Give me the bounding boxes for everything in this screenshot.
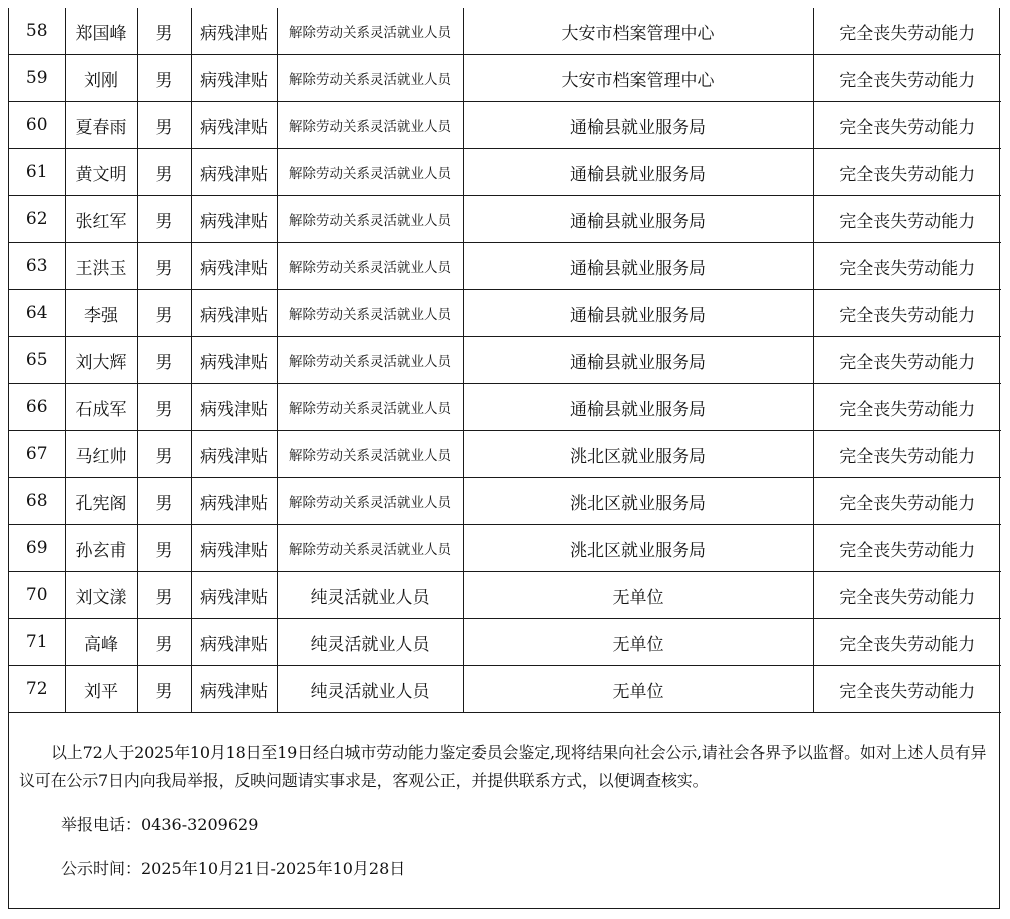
benefit-type-cell: 病残津贴 — [191, 243, 277, 290]
table-row — [9, 290, 1001, 337]
table-row — [9, 102, 1001, 149]
row-number-cell: 67 — [9, 431, 65, 478]
employment-category-cell: 解除劳动关系灵活就业人员 — [277, 8, 463, 55]
roster-table — [9, 8, 1001, 713]
benefit-type-cell: 病残津贴 — [191, 431, 277, 478]
benefit-type-cell: 病残津贴 — [191, 196, 277, 243]
person-name-cell: 马红帅 — [65, 431, 137, 478]
assessment-result-cell: 完全丧失劳动能力 — [813, 525, 1001, 572]
employment-category-cell: 解除劳动关系灵活就业人员 — [277, 243, 463, 290]
employment-category-cell: 解除劳动关系灵活就业人员 — [277, 478, 463, 525]
table-row — [9, 431, 1001, 478]
employment-category-cell: 解除劳动关系灵活就业人员 — [277, 431, 463, 478]
person-name-cell: 张红军 — [65, 196, 137, 243]
person-name-cell: 黄文明 — [65, 149, 137, 196]
work-unit-cell: 洮北区就业服务局 — [463, 431, 813, 478]
assessment-result-cell: 完全丧失劳动能力 — [813, 619, 1001, 666]
assessment-result-cell: 完全丧失劳动能力 — [813, 290, 1001, 337]
assessment-result-cell: 完全丧失劳动能力 — [813, 196, 1001, 243]
gender-cell: 男 — [137, 243, 191, 290]
work-unit-cell: 通榆县就业服务局 — [463, 149, 813, 196]
assessment-result-cell: 完全丧失劳动能力 — [813, 149, 1001, 196]
person-name-cell: 孙玄甫 — [65, 525, 137, 572]
benefit-type-cell: 病残津贴 — [191, 149, 277, 196]
person-name-cell: 郑国峰 — [65, 8, 137, 55]
benefit-type-cell: 病残津贴 — [191, 619, 277, 666]
table-row — [9, 196, 1001, 243]
row-number-cell: 60 — [9, 102, 65, 149]
benefit-type-cell: 病残津贴 — [191, 572, 277, 619]
table-row — [9, 572, 1001, 619]
person-name-cell: 夏春雨 — [65, 102, 137, 149]
gender-cell: 男 — [137, 196, 191, 243]
gender-cell: 男 — [137, 149, 191, 196]
person-name-cell: 高峰 — [65, 619, 137, 666]
benefit-type-cell: 病残津贴 — [191, 478, 277, 525]
row-number-cell: 72 — [9, 666, 65, 713]
benefit-type-cell: 病残津贴 — [191, 525, 277, 572]
work-unit-cell: 无单位 — [463, 666, 813, 713]
assessment-result-cell: 完全丧失劳动能力 — [813, 666, 1001, 713]
benefit-type-cell: 病残津贴 — [191, 337, 277, 384]
roster-body — [9, 8, 1001, 713]
assessment-result-cell: 完全丧失劳动能力 — [813, 478, 1001, 525]
work-unit-cell: 无单位 — [463, 619, 813, 666]
benefit-type-cell: 病残津贴 — [191, 384, 277, 431]
gender-cell: 男 — [137, 290, 191, 337]
row-number-cell: 62 — [9, 196, 65, 243]
work-unit-cell: 无单位 — [463, 572, 813, 619]
report-phone: 举报电话：0436-3209629 — [61, 815, 259, 834]
benefit-type-cell: 病残津贴 — [191, 666, 277, 713]
employment-category-cell: 解除劳动关系灵活就业人员 — [277, 290, 463, 337]
work-unit-cell: 通榆县就业服务局 — [463, 290, 813, 337]
person-name-cell: 刘文漾 — [65, 572, 137, 619]
row-number-cell: 69 — [9, 525, 65, 572]
row-number-cell: 59 — [9, 55, 65, 102]
work-unit-cell: 通榆县就业服务局 — [463, 337, 813, 384]
row-number-cell: 70 — [9, 572, 65, 619]
assessment-result-cell: 完全丧失劳动能力 — [813, 337, 1001, 384]
work-unit-cell: 通榆县就业服务局 — [463, 196, 813, 243]
table-row — [9, 384, 1001, 431]
row-number-cell: 68 — [9, 478, 65, 525]
employment-category-cell: 解除劳动关系灵活就业人员 — [277, 384, 463, 431]
assessment-result-cell: 完全丧失劳动能力 — [813, 102, 1001, 149]
benefit-type-cell: 病残津贴 — [191, 102, 277, 149]
employment-category-cell: 解除劳动关系灵活就业人员 — [277, 102, 463, 149]
assessment-result-cell: 完全丧失劳动能力 — [813, 55, 1001, 102]
row-number-cell: 64 — [9, 290, 65, 337]
employment-category-cell: 解除劳动关系灵活就业人员 — [277, 196, 463, 243]
table-row — [9, 243, 1001, 290]
employment-category-cell: 解除劳动关系灵活就业人员 — [277, 149, 463, 196]
assessment-result-cell: 完全丧失劳动能力 — [813, 243, 1001, 290]
table-row — [9, 55, 1001, 102]
gender-cell: 男 — [137, 619, 191, 666]
person-name-cell: 王洪玉 — [65, 243, 137, 290]
gender-cell: 男 — [137, 572, 191, 619]
gender-cell: 男 — [137, 666, 191, 713]
row-number-cell: 63 — [9, 243, 65, 290]
notice-sheet — [8, 8, 1000, 909]
assessment-result-cell: 完全丧失劳动能力 — [813, 384, 1001, 431]
benefit-type-cell: 病残津贴 — [191, 8, 277, 55]
employment-category-cell: 纯灵活就业人员 — [277, 619, 463, 666]
row-number-cell: 65 — [9, 337, 65, 384]
row-number-cell: 71 — [9, 619, 65, 666]
gender-cell: 男 — [137, 8, 191, 55]
table-row — [9, 337, 1001, 384]
gender-cell: 男 — [137, 384, 191, 431]
row-number-cell: 58 — [9, 8, 65, 55]
table-row — [9, 478, 1001, 525]
employment-category-cell: 解除劳动关系灵活就业人员 — [277, 525, 463, 572]
gender-cell: 男 — [137, 102, 191, 149]
assessment-result-cell: 完全丧失劳动能力 — [813, 8, 1001, 55]
employment-category-cell: 纯灵活就业人员 — [277, 572, 463, 619]
person-name-cell: 刘刚 — [65, 55, 137, 102]
benefit-type-cell: 病残津贴 — [191, 55, 277, 102]
work-unit-cell: 通榆县就业服务局 — [463, 243, 813, 290]
table-row — [9, 525, 1001, 572]
notice-text — [9, 713, 999, 908]
notice-paragraph: 以上72人于2025年10月18日至19日经白城市劳动能力鉴定委员会鉴定,现将结果向社会公示,请社会各界予以监督。如对上述人员有异议可在公示7日内向我局举报，反映问题请实事求是，客观公正，并提供联系方式，以便调查核实。 — [19, 743, 987, 790]
person-name-cell: 石成军 — [65, 384, 137, 431]
person-name-cell: 刘平 — [65, 666, 137, 713]
work-unit-cell: 通榆县就业服务局 — [463, 102, 813, 149]
employment-category-cell: 解除劳动关系灵活就业人员 — [277, 337, 463, 384]
gender-cell: 男 — [137, 55, 191, 102]
work-unit-cell: 大安市档案管理中心 — [463, 8, 813, 55]
employment-category-cell: 纯灵活就业人员 — [277, 666, 463, 713]
gender-cell: 男 — [137, 431, 191, 478]
work-unit-cell: 通榆县就业服务局 — [463, 384, 813, 431]
table-row — [9, 619, 1001, 666]
work-unit-cell: 洮北区就业服务局 — [463, 525, 813, 572]
person-name-cell: 刘大辉 — [65, 337, 137, 384]
table-row — [9, 666, 1001, 713]
person-name-cell: 孔宪阁 — [65, 478, 137, 525]
row-number-cell: 66 — [9, 384, 65, 431]
work-unit-cell: 大安市档案管理中心 — [463, 55, 813, 102]
publicity-period: 公示时间：2025年10月21日-2025年10月28日 — [61, 859, 406, 878]
gender-cell: 男 — [137, 478, 191, 525]
benefit-type-cell: 病残津贴 — [191, 290, 277, 337]
assessment-result-cell: 完全丧失劳动能力 — [813, 572, 1001, 619]
employment-category-cell: 解除劳动关系灵活就业人员 — [277, 55, 463, 102]
work-unit-cell: 洮北区就业服务局 — [463, 478, 813, 525]
gender-cell: 男 — [137, 337, 191, 384]
gender-cell: 男 — [137, 525, 191, 572]
assessment-result-cell: 完全丧失劳动能力 — [813, 431, 1001, 478]
person-name-cell: 李强 — [65, 290, 137, 337]
table-row — [9, 8, 1001, 55]
row-number-cell: 61 — [9, 149, 65, 196]
table-row — [9, 149, 1001, 196]
